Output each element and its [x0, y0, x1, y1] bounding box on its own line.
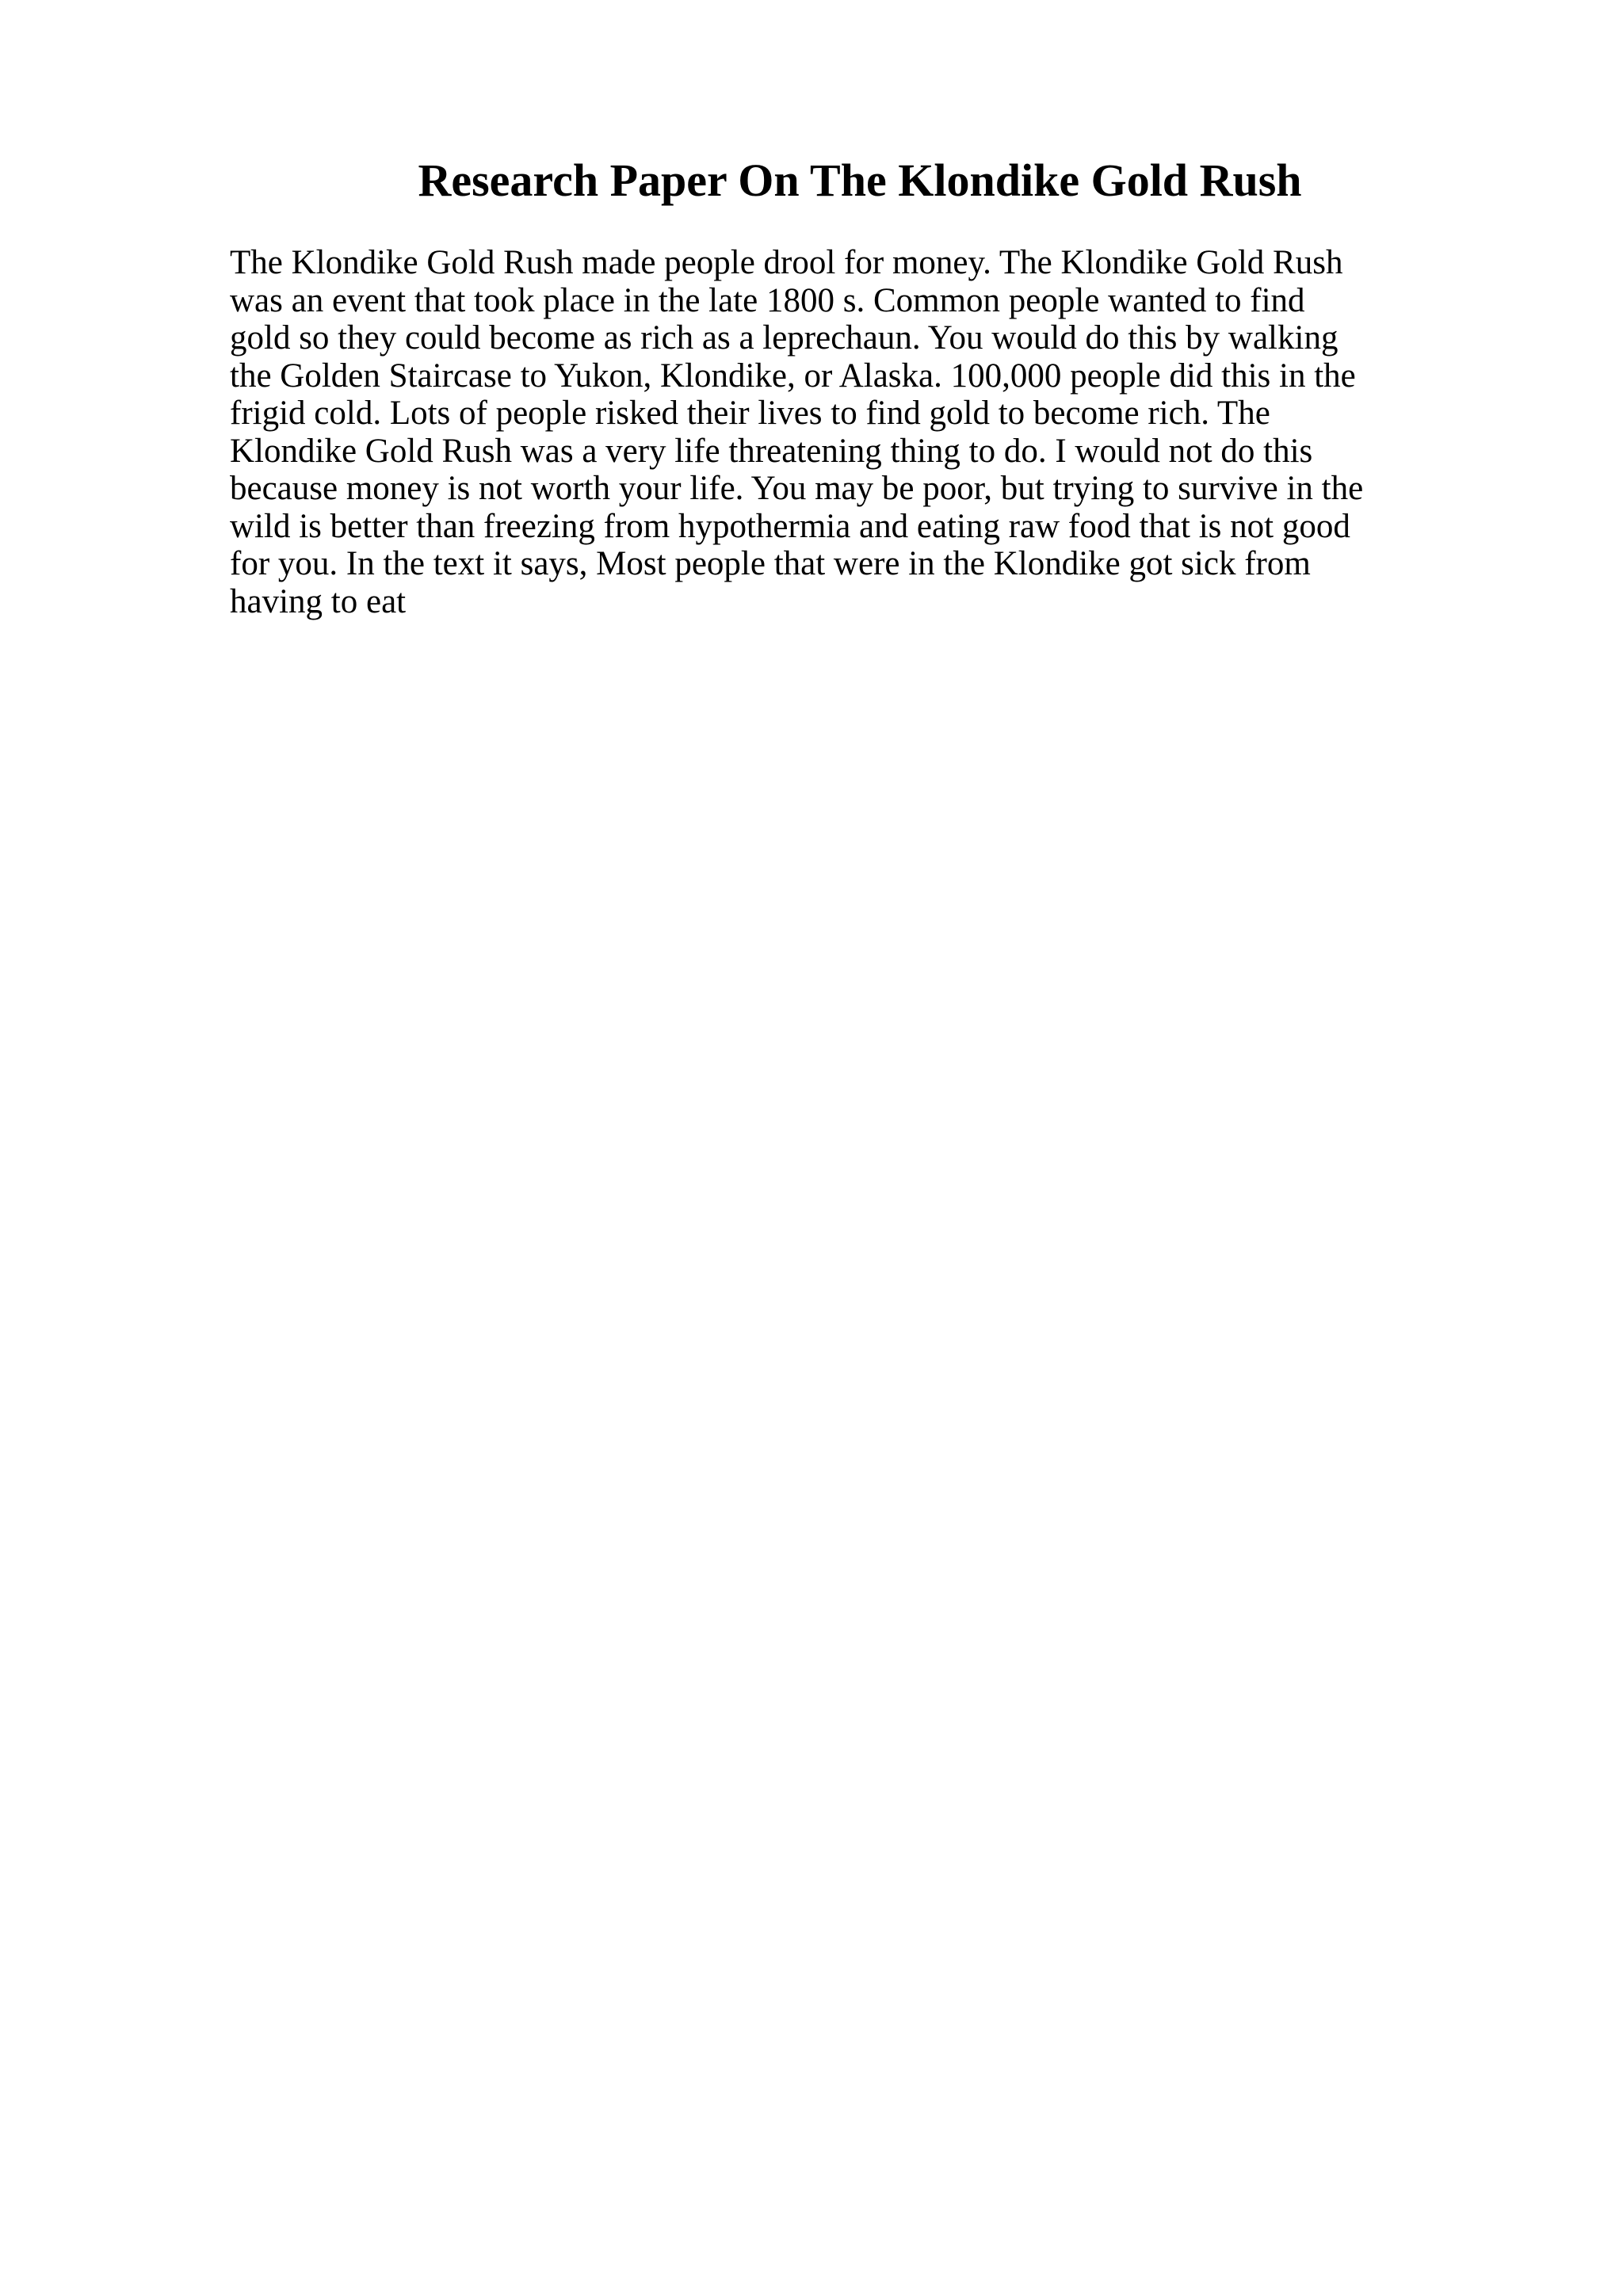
paragraph-line: The Klondike Gold Rush made people drool for money. The Klondike Gold Rush: [230, 244, 1343, 281]
paragraph-line: Klondike Gold Rush was a very life threatening thing to do. I would not do this: [230, 432, 1313, 470]
paragraph-line: gold so they could become as rich as a leprechaun. You would do this by walking: [230, 319, 1338, 357]
paragraph-line: was an event that took place in the late 1800 s. Common people wanted to find: [230, 281, 1305, 319]
paragraph-line: having to eat: [230, 582, 407, 620]
paragraph-line: the Golden Staircase to Yukon, Klondike, or Alaska. 100,000 people did this in the: [230, 357, 1356, 395]
paragraph-line: frigid cold. Lots of people risked their lives to find gold to become rich. The: [230, 395, 1270, 432]
paragraph-line: because money is not worth your life. You may be poor, but trying to survive in the: [230, 470, 1364, 507]
paragraph-line: wild is better than freezing from hypothermia and eating raw food that is not good: [230, 507, 1350, 545]
document-title: Research Paper On The Klondike Gold Rush: [418, 154, 1302, 206]
paragraph-line: for you. In the text it says, Most people that were in the Klondike got sick from: [230, 545, 1311, 582]
body-paragraph: [230, 244, 1498, 620]
